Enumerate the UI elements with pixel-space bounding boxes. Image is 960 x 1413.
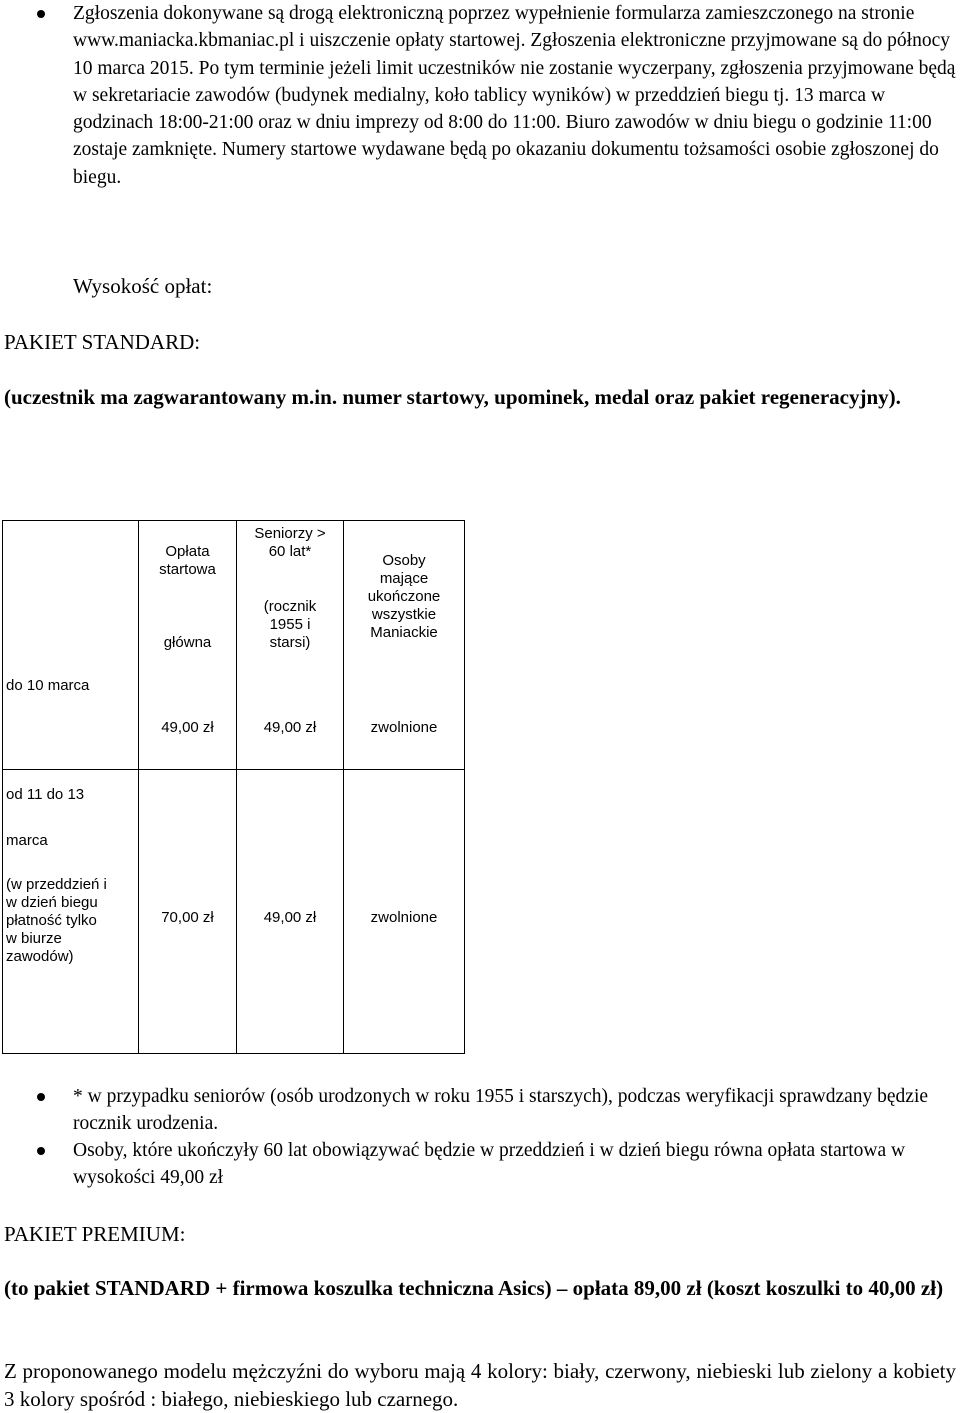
header-maniacs-line: Osoby [382, 552, 426, 569]
row2-seniors-fee: 49,00 zł [263, 909, 317, 926]
table-border [138, 520, 465, 521]
header-maniacs-line: ukończone [367, 588, 441, 605]
row2-period-line: od 11 do 13 [6, 786, 85, 803]
age-60-note: Osoby, które ukończyły 60 lat obowiązywać będzie w przeddzień i w dzień biegu równa opłata startowa w wysokości 49,00 zł [73, 1140, 906, 1189]
header-main-fee-line: startowa [159, 561, 216, 578]
row1-seniors-fee: 49,00 zł [263, 719, 317, 736]
shirt-colors-text: Z proponowanego modelu mężczyźni do wyboru mają 4 kolory: biały, czerwony, niebieski lub zielony a kobiety 3 kolory spośród : białego, niebieskiego lub czarnego. [4, 1359, 956, 1411]
premium-package-title: PAKIET PREMIUM: [4, 1222, 186, 1246]
intro-text-after-link: i uiszczenie opłaty startowej. Zgłoszenia elektroniczne przyjmowane są do północy 10 marca 2015. Po tym terminie jeżeli limit uczestników nie zostanie wyczerpany, zgłoszenia przyjmowane będą w sekretariacie zawodów (budynek medialny, koło tablicy wyników) w przeddzień biegu tj. 13 marca w godzinach 18:00-21:00 oraz w dniu imprezy od 8:00 do 11:00. Biuro zawodów w dniu biegu o godzinie 11:00 zostaje zamknięte. Numery startowe wydawane będą po okazaniu dokumentu tożsamości osobie zgłoszonej do biegu. [73, 30, 956, 188]
header-maniacs-line: Maniackie [370, 624, 438, 641]
header-main-fee [139, 543, 236, 652]
table-border [2, 1053, 465, 1054]
header-seniors [237, 525, 343, 652]
row2-period-line: w biurze [6, 930, 62, 947]
bullet-icon [37, 1147, 45, 1155]
row2-main-fee: 70,00 zł [161, 909, 214, 926]
table-border [2, 520, 3, 1054]
row2-period-line: zawodów) [6, 948, 74, 965]
fees-heading: Wysokość opłat: [73, 274, 213, 298]
row2-period-line: marca [6, 832, 48, 849]
intro-text-before-link: Zgłoszenia dokonywane są drogą elektroniczną poprzez wypełnienie formularza zamieszczonego na stronie [73, 3, 915, 24]
row1-maniacs-fee: zwolnione [370, 719, 438, 736]
header-seniors-line: starsi) [269, 634, 311, 651]
bullet-icon [37, 1093, 45, 1101]
row2-period-line: płatność tylko [6, 912, 97, 929]
premium-package-description: (to pakiet STANDARD + firmowa koszulka techniczna Asics) – opłata 89,00 zł (koszt koszulki to 40,00 zł) [4, 1276, 944, 1300]
header-main-fee-line: Opłata [165, 543, 210, 560]
header-maniacs-line: mające [379, 570, 429, 587]
registration-paragraph [73, 0, 958, 191]
row2-period [6, 786, 138, 966]
header-seniors-line: Seniorzy > [254, 525, 326, 542]
header-seniors-line: (rocznik [263, 598, 317, 615]
seniors-note: * w przypadku seniorów (osób urodzonych w roku 1955 i starszych), podczas weryfikacji sprawdzany będzie rocznik urodzenia. [73, 1086, 929, 1135]
table-border [2, 769, 465, 770]
row1-period: do 10 marca [6, 677, 90, 694]
standard-package-title: PAKIET STANDARD: [4, 330, 201, 354]
row2-period-line: w dzień biegu [6, 894, 98, 911]
header-main-fee-line: główna [163, 634, 212, 651]
row2-maniacs-fee: zwolnione [370, 909, 438, 926]
website-link[interactable]: www.maniacka.kbmaniac.pl [73, 30, 295, 52]
standard-package-description: (uczestnik ma zagwarantowany m.in. numer startowy, upominek, medal oraz pakiet regeneracyjny). [4, 385, 901, 409]
table-border [2, 520, 138, 521]
bullet-icon [37, 10, 45, 18]
header-maniacs [344, 552, 464, 642]
header-seniors-line: 1955 i [269, 616, 311, 633]
row1-main-fee: 49,00 zł [161, 719, 214, 736]
header-maniacs-line: wszystkie [371, 606, 437, 623]
header-seniors-line: 60 lat* [268, 543, 312, 560]
table-border [464, 520, 465, 1054]
row2-period-line: (w przeddzień i [6, 876, 107, 893]
